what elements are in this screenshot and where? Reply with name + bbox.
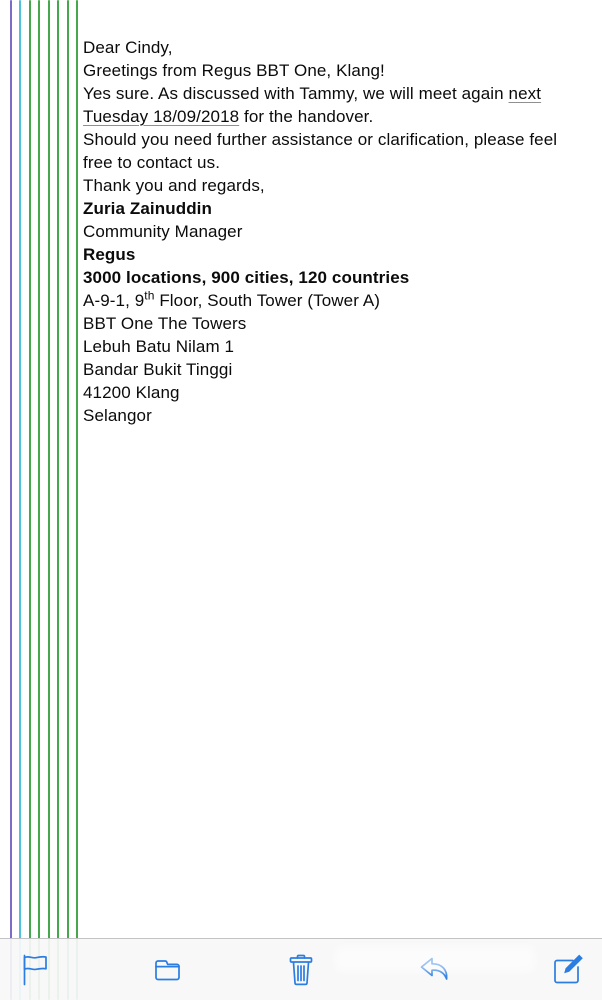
thanks-line: Thank you and regards, xyxy=(83,176,265,195)
signature-name: Zuria Zainuddin xyxy=(83,199,212,218)
flag-icon xyxy=(19,952,49,988)
compose-icon xyxy=(550,952,586,988)
assistance-paragraph: Should you need further assistance or clarification, please feel free to contact us. xyxy=(83,130,558,172)
compose-button[interactable] xyxy=(546,946,590,994)
greeting-line: Dear Cindy, xyxy=(83,38,173,57)
address-street: Lebuh Batu Nilam 1 xyxy=(83,337,235,356)
ordinal-suffix: th xyxy=(144,288,155,303)
quote-bar-6 xyxy=(57,0,59,1000)
trash-icon xyxy=(285,952,317,988)
meeting-text-pre: Yes sure. As discussed with Tammy, we will meet again xyxy=(83,84,509,103)
company-stats: 3000 locations, 900 cities, 120 countries xyxy=(83,268,410,287)
meeting-text-post: for the handover. xyxy=(239,107,374,126)
quote-bar-8 xyxy=(76,0,78,1000)
address-line-1 xyxy=(83,289,577,312)
address-lines-5-6 xyxy=(83,381,577,427)
mail-bottom-toolbar xyxy=(0,938,602,1000)
meeting-paragraph xyxy=(83,82,577,128)
address-unit: A-9-1, 9 xyxy=(83,291,145,310)
move-to-folder-button[interactable] xyxy=(146,946,190,994)
address-lines-3-4 xyxy=(83,335,577,381)
address-postcode-city: 41200 Klang xyxy=(83,383,180,402)
flag-button[interactable] xyxy=(12,946,56,994)
quote-bar-4 xyxy=(38,0,40,1000)
company-name: Regus xyxy=(83,245,136,264)
reply-button[interactable] xyxy=(413,946,457,994)
delete-button[interactable] xyxy=(279,946,323,994)
quote-bar-2 xyxy=(19,0,21,1000)
quote-bar-5 xyxy=(48,0,50,1000)
detected-date-link[interactable]: next Tuesday 18/09/2018 xyxy=(83,84,542,126)
quote-level-bars xyxy=(0,0,82,1000)
address-state: Selangor xyxy=(83,406,152,425)
address-district: Bandar Bukit Tinggi xyxy=(83,360,233,379)
address-line-2: BBT One The Towers xyxy=(83,314,247,333)
reply-icon xyxy=(417,954,453,986)
quote-bar-7 xyxy=(67,0,69,1000)
email-body xyxy=(83,36,577,427)
intro-line: Greetings from Regus BBT One, Klang! xyxy=(83,61,385,80)
signature-title: Community Manager xyxy=(83,222,243,241)
folder-icon xyxy=(151,953,185,987)
address-floor: Floor, South Tower (Tower A) xyxy=(154,291,381,310)
quote-bar-3 xyxy=(29,0,31,1000)
signature-block xyxy=(83,197,577,243)
quote-bar-1 xyxy=(10,0,12,1000)
